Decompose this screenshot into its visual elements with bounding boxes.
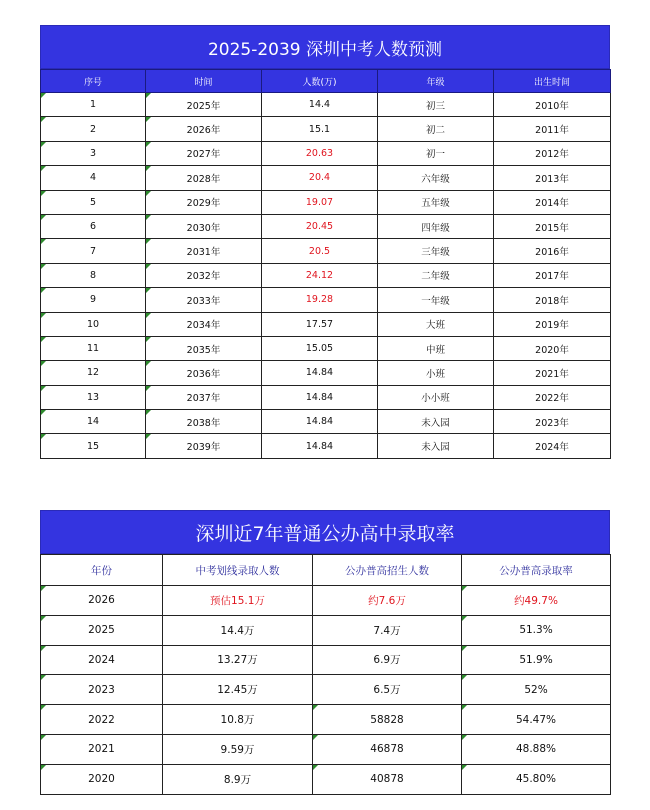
table-row [41,586,611,616]
index-cell: 10 [41,312,146,336]
table-row [41,764,611,794]
table-row [41,214,611,238]
count-cell: 14.84 [262,385,378,409]
table-row [41,410,611,434]
enrolled-cell: 40878 [313,764,462,794]
table-row [41,190,611,214]
year-cell: 2026 [41,586,163,616]
birth-year-cell: 2021年 [494,361,611,385]
col-header-enrolled: 公办普高招生人数 [313,555,462,586]
grade-cell: 四年级 [378,214,494,238]
index-cell: 14 [41,410,146,434]
table-row [41,385,611,409]
index-cell: 9 [41,288,146,312]
rate-cell: 51.9% [462,645,611,675]
index-cell: 5 [41,190,146,214]
rate-cell: 51.3% [462,615,611,645]
col-header-admitted: 中考划线录取人数 [163,555,313,586]
enrolled-cell: 6.9万 [313,645,462,675]
index-cell: 2 [41,117,146,141]
count-cell: 19.07 [262,190,378,214]
admitted-cell: 13.27万 [163,645,313,675]
birth-year-cell: 2011年 [494,117,611,141]
rate-cell: 54.47% [462,705,611,735]
index-cell: 15 [41,434,146,458]
time-cell: 2026年 [146,117,262,141]
col-header-grade: 年级 [378,70,494,93]
grade-cell: 小班 [378,361,494,385]
index-cell: 1 [41,93,146,117]
table-row [41,361,611,385]
col-header-index: 序号 [41,70,146,93]
table-row [41,93,611,117]
grade-cell: 二年级 [378,263,494,287]
table-row [41,239,611,263]
col-header-count: 人数(万) [262,70,378,93]
col-header-rate: 公办普高录取率 [462,555,611,586]
time-cell: 2038年 [146,410,262,434]
birth-year-cell: 2015年 [494,214,611,238]
year-cell: 2025 [41,615,163,645]
forecast-header-row [41,70,611,93]
enrolled-cell: 46878 [313,734,462,764]
count-cell: 14.84 [262,434,378,458]
index-cell: 8 [41,263,146,287]
admitted-cell: 9.59万 [163,734,313,764]
time-cell: 2029年 [146,190,262,214]
birth-year-cell: 2018年 [494,288,611,312]
table-row [41,141,611,165]
enrolled-cell: 58828 [313,705,462,735]
time-cell: 2031年 [146,239,262,263]
admitted-cell: 10.8万 [163,705,313,735]
index-cell: 12 [41,361,146,385]
table-row [41,615,611,645]
birth-year-cell: 2020年 [494,336,611,360]
index-cell: 4 [41,166,146,190]
grade-cell: 初一 [378,141,494,165]
time-cell: 2032年 [146,263,262,287]
time-cell: 2027年 [146,141,262,165]
table-row [41,734,611,764]
admitted-cell: 12.45万 [163,675,313,705]
time-cell: 2028年 [146,166,262,190]
birth-year-cell: 2022年 [494,385,611,409]
grade-cell: 一年级 [378,288,494,312]
time-cell: 2025年 [146,93,262,117]
table-row [41,434,611,458]
birth-year-cell: 2010年 [494,93,611,117]
col-header-birth-year: 出生时间 [494,70,611,93]
count-cell: 17.57 [262,312,378,336]
time-cell: 2037年 [146,385,262,409]
forecast-table [40,69,611,459]
rate-cell: 52% [462,675,611,705]
admission-rate-table-title: 深圳近7年普通公办高中录取率 [40,510,610,554]
birth-year-cell: 2014年 [494,190,611,214]
year-cell: 2022 [41,705,163,735]
table-row [41,117,611,141]
table-row [41,312,611,336]
table-row [41,336,611,360]
grade-cell: 中班 [378,336,494,360]
count-cell: 20.5 [262,239,378,263]
forecast-table-title: 2025-2039 深圳中考人数预测 [40,25,610,69]
admitted-cell: 8.9万 [163,764,313,794]
count-cell: 14.4 [262,93,378,117]
count-cell: 20.45 [262,214,378,238]
enrolled-cell: 约7.6万 [313,586,462,616]
birth-year-cell: 2013年 [494,166,611,190]
table-row [41,263,611,287]
grade-cell: 大班 [378,312,494,336]
grade-cell: 小小班 [378,385,494,409]
table-row [41,675,611,705]
admission-rate-table-block [40,510,610,795]
grade-cell: 未入园 [378,410,494,434]
col-header-year: 年份 [41,555,163,586]
enrolled-cell: 7.4万 [313,615,462,645]
grade-cell: 六年级 [378,166,494,190]
admitted-cell: 预估15.1万 [163,586,313,616]
birth-year-cell: 2024年 [494,434,611,458]
year-cell: 2020 [41,764,163,794]
time-cell: 2034年 [146,312,262,336]
year-cell: 2021 [41,734,163,764]
grade-cell: 初二 [378,117,494,141]
table-row [41,705,611,735]
index-cell: 11 [41,336,146,360]
forecast-table-block [40,25,610,459]
birth-year-cell: 2017年 [494,263,611,287]
birth-year-cell: 2016年 [494,239,611,263]
col-header-time: 时间 [146,70,262,93]
count-cell: 20.4 [262,166,378,190]
count-cell: 15.1 [262,117,378,141]
table-row [41,166,611,190]
year-cell: 2023 [41,675,163,705]
time-cell: 2039年 [146,434,262,458]
enrolled-cell: 6.5万 [313,675,462,705]
count-cell: 24.12 [262,263,378,287]
rate-cell: 45.80% [462,764,611,794]
index-cell: 7 [41,239,146,263]
grade-cell: 未入园 [378,434,494,458]
count-cell: 14.84 [262,410,378,434]
index-cell: 3 [41,141,146,165]
time-cell: 2035年 [146,336,262,360]
time-cell: 2033年 [146,288,262,312]
admitted-cell: 14.4万 [163,615,313,645]
count-cell: 14.84 [262,361,378,385]
grade-cell: 三年级 [378,239,494,263]
birth-year-cell: 2023年 [494,410,611,434]
time-cell: 2036年 [146,361,262,385]
admission-header-row [41,555,611,586]
grade-cell: 五年级 [378,190,494,214]
year-cell: 2024 [41,645,163,675]
birth-year-cell: 2019年 [494,312,611,336]
index-cell: 6 [41,214,146,238]
table-row [41,288,611,312]
rate-cell: 48.88% [462,734,611,764]
count-cell: 19.28 [262,288,378,312]
count-cell: 15.05 [262,336,378,360]
grade-cell: 初三 [378,93,494,117]
admission-rate-table [40,554,611,795]
birth-year-cell: 2012年 [494,141,611,165]
time-cell: 2030年 [146,214,262,238]
index-cell: 13 [41,385,146,409]
count-cell: 20.63 [262,141,378,165]
table-row [41,645,611,675]
rate-cell: 约49.7% [462,586,611,616]
